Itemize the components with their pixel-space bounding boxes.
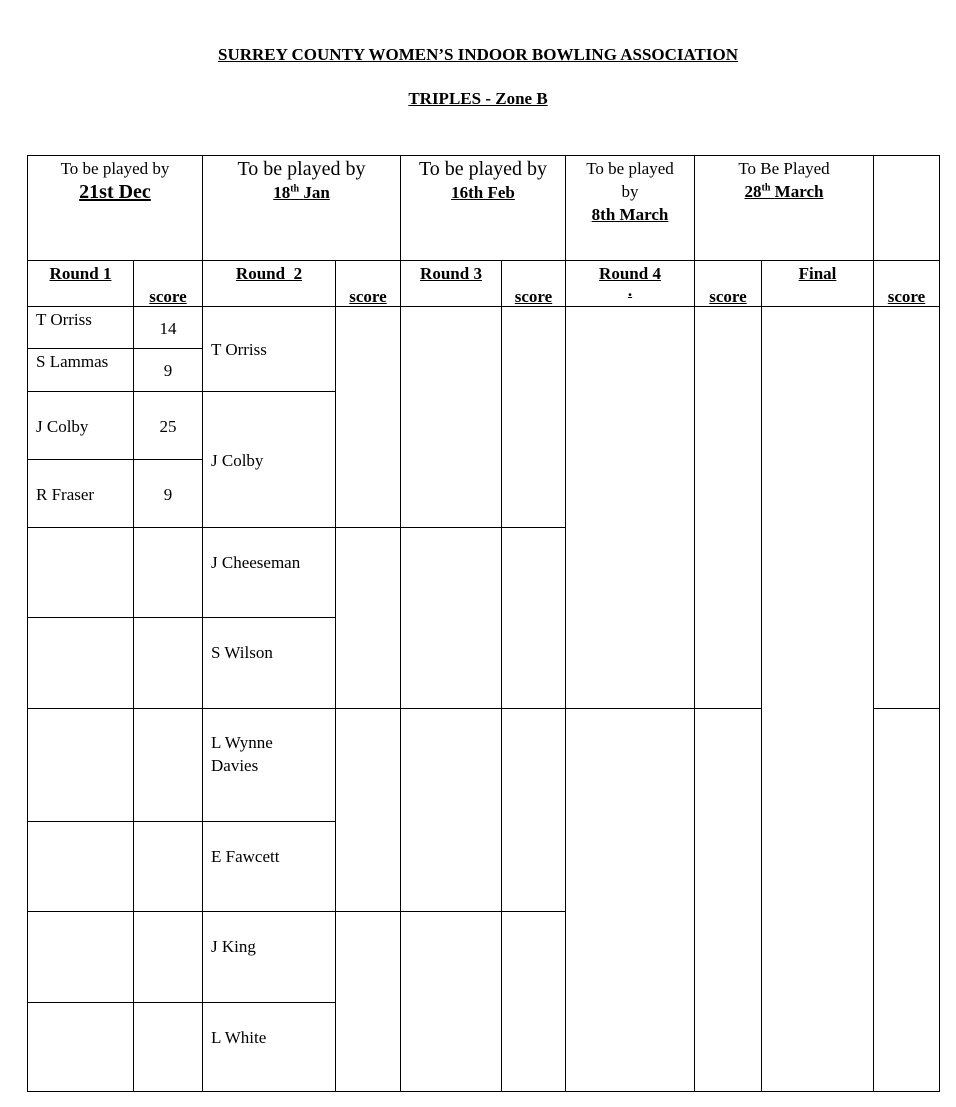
deadline-prefix: To be played by [418,158,547,180]
round3-header: Round 3 [420,264,482,283]
round4-header: Round 4 [599,264,661,283]
row-line [873,708,939,709]
round4-header-mark: . [627,281,633,300]
score-header: score [149,287,187,306]
round2-player-line: L Wynne [211,733,273,752]
page-subtitle: TRIPLES - Zone B [408,89,548,108]
deadline-prefix: To be played [586,159,674,178]
score-header: score [349,287,387,306]
score-header: score [887,287,926,306]
deadline-date: 16th Feb [451,183,515,202]
col-line [133,260,134,1092]
deadline-month: March [774,182,824,201]
row-line [27,617,202,618]
row-line [202,617,335,618]
round2-player: E Fawcett [211,847,280,866]
table-border-top [27,155,940,156]
col-line [202,155,203,1092]
deadline-suffix: th [290,183,300,195]
round1-score: 25 [159,417,177,436]
row-line [565,708,761,709]
row-line [335,911,565,912]
row-line [202,391,335,392]
row-line [27,391,202,392]
row-line [27,821,202,822]
round2-player: T Orriss [211,340,267,359]
round2-player: L White [211,1028,267,1047]
round1-deadline [28,157,202,204]
round1-score: 9 [163,361,173,380]
deadline-prefix: To be played by [60,159,170,178]
round1-player: S Lammas [36,352,109,371]
round4-deadline [566,157,694,226]
header-divider [27,260,940,261]
table-border-bottom [27,1091,940,1092]
deadline-prefix: To Be Played [738,159,830,178]
round2-player-line: Davies [211,756,259,775]
deadline-date: 8th March [591,205,669,224]
deadline-date [203,181,400,204]
row-line [27,348,202,349]
deadline-day: 18 [273,183,291,202]
row-line [27,911,202,912]
col-line [501,260,502,1092]
deadline-date [695,180,873,203]
round1-header: Round 1 [49,264,112,283]
col-line [761,260,762,1092]
deadline-day: 28 [744,182,762,201]
row-line [27,708,202,709]
round1-score: 14 [159,319,177,338]
row-line [27,1002,202,1003]
round2-player: J Cheeseman [211,553,301,572]
round2-deadline [203,157,400,204]
round3-deadline [401,157,565,204]
round2-player: S Wilson [211,643,273,662]
final-deadline [695,157,873,203]
col-line [335,260,336,1092]
row-line [202,708,335,709]
deadline-suffix: th [761,182,771,194]
round2-header: Round 2 [235,264,303,283]
table-border-left [27,155,28,1092]
round2-player [211,731,273,777]
round1-player: J Colby [36,417,89,436]
row-line [335,708,565,709]
round1-player: R Fraser [36,485,95,504]
round2-player: J King [211,937,256,956]
deadline-prefix: by [621,182,639,201]
deadline-month: Jan [303,183,330,202]
deadline-date: 21st Dec [79,181,151,203]
row-line [335,527,565,528]
row-line [202,527,335,528]
round2-player: J Colby [211,451,264,470]
row-line [202,821,335,822]
row-line [27,527,202,528]
row-line [202,911,335,912]
round1-player: T Orriss [36,310,92,329]
col-line [400,155,401,1092]
round1-score: 9 [163,485,173,504]
deadline-prefix: To be played by [237,158,366,180]
row-line [27,459,202,460]
row-line [202,1002,335,1003]
score-header: score [514,287,553,306]
table-border-right [939,155,940,1092]
final-header: Final [798,264,837,283]
page-title: SURREY COUNTY WOMEN’S INDOOR BOWLING ASSOCIATION [218,45,738,64]
score-header: score [709,287,747,306]
